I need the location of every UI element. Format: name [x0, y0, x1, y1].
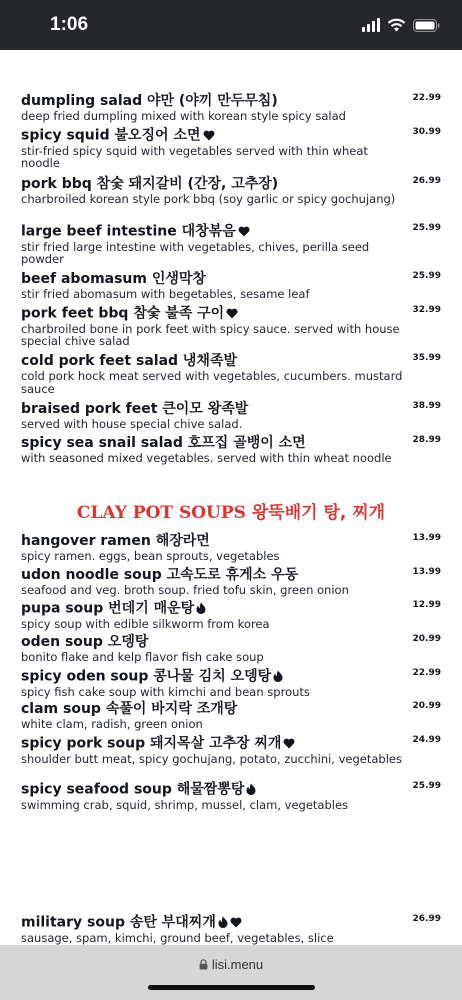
menu-item [21, 353, 441, 395]
status-time: 1:06 [50, 14, 89, 35]
menu-item [21, 223, 441, 266]
item-description: spicy soup with edible silkworm from korea [21, 616, 270, 631]
heart-icon [238, 223, 250, 240]
menu-item [21, 271, 441, 301]
item-price: 25.99 [412, 223, 441, 233]
item-price: 30.99 [412, 127, 441, 137]
menu-item [21, 305, 441, 348]
menu-item [21, 668, 441, 698]
menu-item [21, 533, 441, 563]
item-price: 22.99 [412, 93, 441, 103]
lock-icon [199, 957, 212, 972]
item-name: beef abomasum 인생막창 [21, 271, 206, 287]
item-price: 38.99 [412, 401, 441, 411]
item-name: oden soup 오뎅탕 [21, 634, 149, 650]
item-description: served with house special chive salad. [21, 417, 243, 431]
flame-icon [246, 781, 256, 798]
item-name: hangover ramen 해장라면 [21, 533, 210, 549]
item-description: swimming crab, squid, shrimp, mussel, clam, vegetables [21, 797, 349, 812]
flame-icon [218, 914, 228, 931]
menu-item [21, 914, 441, 944]
heart-icon [230, 914, 242, 931]
section-title-ko: 왕뚝배기 탕, 찌개 [251, 503, 386, 523]
item-name: pork feet bbq 참숯 불족 구이 [21, 305, 441, 323]
url-text: lisi.menu [211, 957, 264, 972]
section-title-en: CLAY POT SOUPS [76, 503, 246, 523]
heart-icon [283, 735, 295, 752]
item-description: stir-fried spicy squid with vegetables served with thin wheat noodle [21, 143, 368, 170]
menu-item [21, 781, 441, 811]
item-description: spicy ramen. eggs, bean sprouts, vegetables [21, 549, 280, 563]
url-bar[interactable] [0, 957, 462, 972]
item-price: 13.99 [412, 533, 441, 543]
item-description: sausage, spam, kimchi, ground beef, vegetables, slice [21, 930, 334, 945]
item-name: spicy squid 불오징어 소면 [21, 127, 441, 145]
wifi-icon [387, 18, 406, 32]
menu-item [21, 600, 441, 630]
menu-item [21, 735, 441, 765]
item-name: udon noodle soup 고속도로 휴게소 우동 [21, 567, 299, 583]
item-price: 26.99 [412, 176, 441, 186]
item-price: 28.99 [412, 435, 441, 445]
menu-item [21, 567, 441, 597]
item-name: spicy sea snail salad 호프집 골뱅이 소면 [21, 435, 306, 451]
item-description: shoulder butt meat, spicy gochujang, potato, zucchini, vegetables [21, 751, 402, 766]
item-name: spicy seafood soup 해물짬뽕탕 [21, 781, 441, 799]
menu-item [21, 176, 441, 206]
cellular-signal-icon [362, 18, 380, 32]
item-price: 22.99 [412, 668, 441, 678]
menu-item [21, 634, 441, 664]
heart-icon [203, 127, 215, 144]
item-name: pupa soup 번데기 매운탕 [21, 600, 441, 618]
item-price: 26.99 [412, 914, 441, 924]
menu-item [21, 435, 441, 465]
item-description: charbroiled bone in pork feet with spicy sauce. served with house special chive salad [21, 321, 400, 348]
item-price: 20.99 [412, 701, 441, 711]
menu-content[interactable] [0, 50, 462, 945]
item-price: 13.99 [412, 567, 441, 577]
item-name: military soup 송탄 부대찌개 [21, 914, 441, 932]
heart-icon [226, 305, 238, 322]
menu-item [21, 401, 441, 431]
item-description: stir fried large intestine with vegetables, chives, perilla seed powder [21, 239, 370, 266]
home-indicator[interactable] [148, 985, 315, 990]
item-description: cold pork hock meat served with vegetables, cucumbers. mustard sauce [21, 369, 403, 396]
item-description: spicy fish cake soup with kimchi and bean sprouts [21, 684, 310, 699]
item-description: deep fried dumpling mixed with korean style spicy salad [21, 109, 346, 123]
status-bar [0, 0, 462, 50]
item-name: dumpling salad 야만 (야끼 만두무침) [21, 93, 278, 109]
item-price: 25.99 [412, 781, 441, 791]
item-description: seafood and veg. broth soup. fried tofu skin, green onion [21, 583, 349, 597]
menu-item [21, 127, 441, 170]
status-icons [362, 18, 440, 32]
item-description: stir fried abomasum with begetables, sesame leaf [21, 287, 310, 301]
item-description: bonito flake and kelp flavor fish cake soup [21, 650, 264, 664]
menu-item [21, 93, 441, 123]
item-name: clam soup 속풀이 바지락 조개탕 [21, 701, 238, 717]
item-price: 32.99 [412, 305, 441, 315]
item-name: spicy pork soup 돼지목살 고추장 찌개 [21, 735, 441, 753]
item-price: 12.99 [412, 600, 441, 610]
item-price: 25.99 [412, 271, 441, 281]
browser-bottom-bar [0, 945, 462, 1000]
item-description: white clam, radish, green onion [21, 717, 203, 731]
item-name: pork bbq 참숯 돼지갈비 (간장, 고추장) [21, 176, 279, 192]
item-name: braised pork feet 큰이모 왕족발 [21, 401, 249, 417]
item-description: charbroiled korean style pork bbq (soy garlic or spicy gochujang) [21, 192, 396, 206]
menu-item [21, 701, 441, 731]
item-description: with seasoned mixed vegetables. served with thin wheat noodle [21, 451, 392, 465]
flame-icon [196, 600, 206, 617]
item-price: 24.99 [412, 735, 441, 745]
flame-icon [273, 668, 283, 685]
section-title [0, 498, 462, 523]
item-price: 20.99 [412, 634, 441, 644]
item-name: spicy oden soup 콩나물 김치 오뎅탕 [21, 668, 441, 686]
item-name: large beef intestine 대창볶음 [21, 223, 441, 241]
item-price: 35.99 [412, 353, 441, 363]
battery-icon [413, 19, 440, 32]
item-name: cold pork feet salad 냉채족발 [21, 353, 238, 369]
